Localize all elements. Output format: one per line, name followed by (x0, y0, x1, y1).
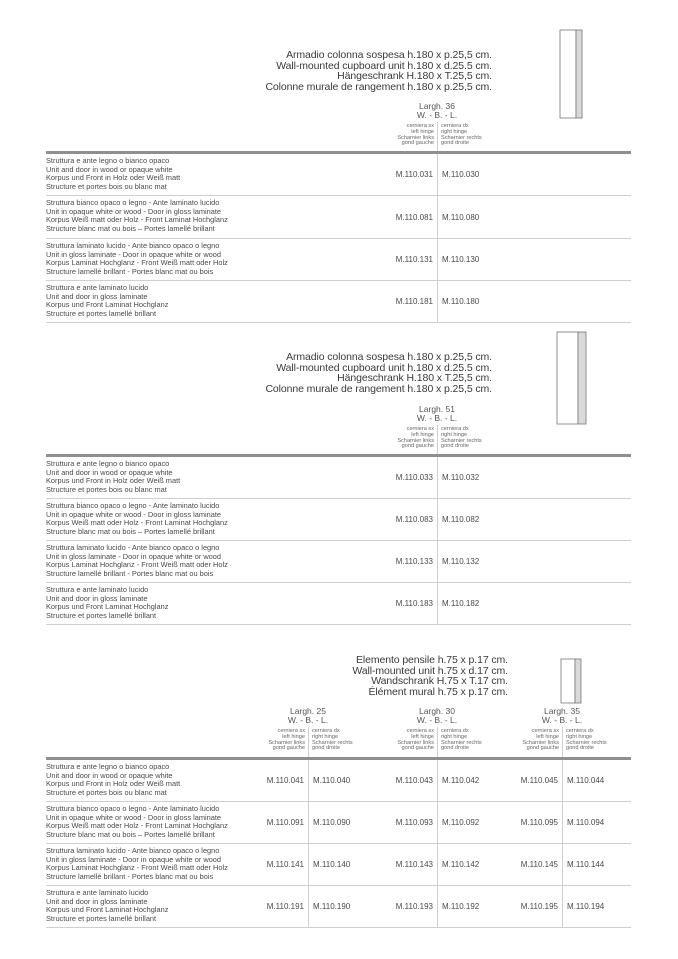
column-divider (308, 727, 309, 757)
description-line: Korpus und Front in Holz oder Weiß matt (46, 476, 181, 486)
row-separator (46, 885, 631, 886)
article-code-right-hinge: M.110.044 (567, 776, 605, 785)
width-dimension-label: W. - B. - L. (416, 110, 458, 120)
hinge-right-line: right hinge (441, 128, 468, 135)
article-code-right-hinge: M.110.080 (442, 213, 480, 222)
description-line: Unit and door in wood or opaque white (46, 164, 173, 174)
article-code-left-hinge: M.110.143 (395, 860, 433, 869)
section-title (265, 352, 492, 394)
description-line: Struttura bianco opaco o legno - Ante laminato lucido (46, 501, 220, 510)
cabinet-illustration (557, 332, 586, 424)
hinge-right-label (566, 729, 616, 752)
description-line: Struttura laminato lucido - Ante bianco opaco o legno (46, 241, 220, 250)
column-divider (562, 727, 563, 757)
hinge-right-line: gond droite (441, 140, 469, 147)
article-code-left-hinge: M.110.131 (395, 255, 433, 264)
hinge-right-line: Scharnier rechts (441, 437, 482, 444)
description-line: Structure et portes lamellé brillant (46, 308, 157, 318)
description-line: Structure et portes lamellé brillant (46, 610, 157, 620)
description-line: Korpus Laminat Hochglanz - Front Weiß matt oder Holz (46, 258, 228, 268)
article-code-left-hinge: M.110.031 (395, 170, 433, 179)
row-separator (46, 280, 631, 281)
hinge-left-line: gond gauche (272, 745, 305, 752)
width-dimension-label: W. - B. - L. (287, 715, 329, 725)
finish-description (46, 586, 168, 620)
row-separator (46, 540, 631, 541)
article-code-right-hinge: M.110.194 (567, 902, 605, 911)
hinge-left-line: cerniera sx (531, 728, 559, 734)
hinge-right-line: cerniera dx (441, 426, 469, 432)
section-title (265, 50, 492, 92)
article-code-left-hinge: M.110.191 (266, 902, 304, 911)
finish-description (46, 889, 168, 923)
title-line: Colonne murale de rangement h.180 x p.25,5 cm. (265, 382, 492, 395)
description-line: Unit and door in gloss laminate (46, 291, 148, 301)
description-line: Struttura e ante legno o bianco opaco (46, 762, 170, 771)
hinge-right-label (441, 124, 491, 147)
table-header-rule (46, 151, 631, 154)
description-line: Structure blanc mat ou bois – Portes lamellé brillant (46, 829, 215, 839)
article-code-right-hinge: M.110.192 (442, 902, 480, 911)
description-line: Struttura e ante legno o bianco opaco (46, 459, 170, 468)
hinge-left-line: cerniera sx (406, 728, 434, 734)
description-line: Korpus und Front Laminat Hochglanz (46, 602, 169, 612)
article-code-right-hinge: M.110.030 (442, 170, 480, 179)
title-line: Armadio colonna sospesa h.180 x p.25,5 cm. (286, 49, 492, 61)
hinge-right-line: right hinge (566, 733, 593, 740)
hinge-left-line: Scharnier links (268, 739, 305, 746)
description-line: Korpus Weiß matt oder Holz - Front Laminat Hochglanz (46, 821, 228, 831)
finish-description (46, 502, 228, 536)
hinge-left-line: cerniera sx (406, 426, 434, 432)
article-code-right-hinge: M.110.082 (442, 515, 480, 524)
description-line: Struttura e ante laminato lucido (46, 888, 149, 897)
row-separator (46, 322, 631, 323)
description-line: Korpus Laminat Hochglanz - Front Weiß matt oder Holz (46, 863, 228, 873)
article-code-right-hinge: M.110.092 (442, 818, 480, 827)
description-line: Unit in gloss laminate - Door in opaque white or wood (46, 854, 222, 864)
description-line: Unit in opaque white or wood - Door in gloss laminate (46, 812, 222, 822)
description-line: Unit and door in wood or opaque white (46, 467, 173, 477)
width-label: Largh. 51 (419, 404, 455, 414)
hinge-left-line: left hinge (411, 128, 434, 135)
hinge-right-line: gond droite (441, 443, 469, 450)
section-title (352, 655, 508, 697)
row-separator (46, 927, 631, 928)
description-line: Korpus Weiß matt oder Holz - Front Laminat Hochglanz (46, 215, 228, 225)
description-line: Korpus und Front Laminat Hochglanz (46, 300, 169, 310)
hinge-left-line: left hinge (282, 733, 305, 740)
row-separator (46, 195, 631, 196)
article-code-right-hinge: M.110.182 (442, 599, 480, 608)
description-line: Structure lamellé brillant - Portes blanc mat ou bois (46, 871, 214, 881)
description-line: Korpus Weiß matt oder Holz - Front Laminat Hochglanz (46, 518, 228, 528)
hinge-left-line: left hinge (411, 733, 434, 740)
table-header-rule (46, 454, 631, 457)
row-separator (46, 498, 631, 499)
article-code-left-hinge: M.110.093 (395, 818, 433, 827)
finish-description (46, 805, 228, 839)
description-line: Unit in opaque white or wood - Door in gloss laminate (46, 509, 222, 519)
description-line: Struttura e ante laminato lucido (46, 283, 149, 292)
row-separator (46, 624, 631, 625)
finish-description (46, 847, 228, 881)
hinge-left-line: left hinge (536, 733, 559, 740)
article-code-left-hinge: M.110.181 (395, 297, 433, 306)
hinge-right-line: Scharnier rechts (312, 739, 353, 746)
description-line: Struttura e ante laminato lucido (46, 585, 149, 594)
finish-description (46, 544, 228, 578)
row-separator (46, 801, 631, 802)
title-line: Wall-mounted cupboard unit h.180 x d.25.5 cm. (276, 361, 492, 374)
article-code-left-hinge: M.110.041 (266, 776, 304, 785)
width-label: Largh. 35 (544, 706, 580, 716)
hinge-left-label (514, 729, 559, 752)
article-code-left-hinge: M.110.141 (266, 860, 304, 869)
description-line: Korpus und Front in Holz oder Weiß matt (46, 173, 181, 183)
title-line: Hängeschrank H.180 x T.25,5 cm. (337, 70, 492, 82)
description-line: Structure lamellé brillant - Portes blanc mat ou bois (46, 568, 214, 578)
article-code-left-hinge: M.110.145 (520, 860, 558, 869)
width-label: Largh. 25 (290, 706, 326, 716)
article-code-right-hinge: M.110.040 (313, 776, 351, 785)
hinge-left-line: gond gauche (401, 745, 434, 752)
hinge-left-line: cerniera sx (277, 728, 305, 734)
description-line: Unit and door in gloss laminate (46, 896, 148, 906)
article-code-left-hinge: M.110.091 (266, 818, 304, 827)
description-line: Structure et portes bois ou blanc mat (46, 181, 167, 191)
hinge-right-label (312, 729, 362, 752)
article-code-right-hinge: M.110.042 (442, 776, 480, 785)
column-divider (437, 122, 438, 151)
title-line: Wall-mounted unit h.75 x d.17 cm. (352, 664, 508, 677)
hinge-right-line: Scharnier rechts (566, 739, 607, 746)
description-line: Korpus und Front Laminat Hochglanz (46, 905, 169, 915)
row-separator (46, 843, 631, 844)
title-line: Armadio colonna sospesa h.180 x p.25,5 cm. (286, 351, 492, 363)
row-separator (46, 238, 631, 239)
hinge-right-line: gond droite (566, 745, 594, 752)
hinge-left-line: Scharnier links (397, 437, 434, 444)
title-line: Wandschrank H.75 x T.17 cm. (371, 675, 508, 687)
article-code-left-hinge: M.110.195 (520, 902, 558, 911)
finish-description (46, 763, 180, 797)
article-code-left-hinge: M.110.081 (395, 213, 433, 222)
title-line: Elemento pensile h.75 x p.17 cm. (355, 654, 508, 666)
article-code-right-hinge: M.110.140 (313, 860, 351, 869)
hinge-right-label (441, 729, 491, 752)
article-code-right-hinge: M.110.190 (313, 902, 351, 911)
width-dimension-label: W. - B. - L. (416, 715, 458, 725)
description-line: Structure blanc mat ou bois – Portes lamellé brillant (46, 526, 215, 536)
width-dimension-label: W. - B. - L. (541, 715, 583, 725)
article-code-right-hinge: M.110.032 (442, 473, 480, 482)
description-line: Structure et portes bois ou blanc mat (46, 787, 167, 797)
hinge-left-line: gond gauche (526, 745, 559, 752)
hinge-right-line: gond droite (441, 745, 469, 752)
hinge-right-label (441, 427, 491, 450)
article-code-left-hinge: M.110.043 (395, 776, 433, 785)
description-line: Korpus Laminat Hochglanz - Front Weiß matt oder Holz (46, 560, 228, 570)
article-code-right-hinge: M.110.094 (567, 818, 605, 827)
description-line: Structure blanc mat ou bois – Portes lamellé brillant (46, 223, 215, 233)
article-code-left-hinge: M.110.045 (520, 776, 558, 785)
description-line: Unit and door in wood or opaque white (46, 770, 173, 780)
description-line: Structure lamellé brillant - Portes blanc mat ou bois (46, 266, 214, 276)
finish-description (46, 199, 228, 233)
title-line: Colonne murale de rangement h.180 x p.25,5 cm. (265, 80, 492, 93)
hinge-right-line: gond droite (312, 745, 340, 752)
description-line: Structure et portes bois ou blanc mat (46, 484, 167, 494)
article-code-right-hinge: M.110.090 (313, 818, 351, 827)
hinge-right-line: cerniera dx (441, 123, 469, 129)
finish-description (46, 460, 180, 494)
hinge-right-line: Scharnier rechts (441, 134, 482, 141)
title-line: Wall-mounted cupboard unit h.180 x d.25.5 cm. (276, 59, 492, 72)
hinge-right-line: cerniera dx (566, 728, 594, 734)
finish-description (46, 242, 228, 276)
hinge-left-line: cerniera sx (406, 123, 434, 129)
column-divider (437, 727, 438, 757)
article-code-left-hinge: M.110.183 (395, 599, 433, 608)
hinge-right-line: cerniera dx (312, 728, 340, 734)
description-line: Struttura bianco opaco o legno - Ante laminato lucido (46, 198, 220, 207)
width-label: Largh. 36 (419, 101, 455, 111)
width-label: Largh. 30 (419, 706, 455, 716)
cabinet-illustration (561, 659, 581, 703)
description-line: Korpus und Front in Holz oder Weiß matt (46, 779, 181, 789)
article-code-right-hinge: M.110.180 (442, 297, 480, 306)
hinge-right-line: cerniera dx (441, 728, 469, 734)
article-code-left-hinge: M.110.083 (395, 515, 433, 524)
article-code-right-hinge: M.110.132 (442, 557, 480, 566)
description-line: Structure et portes lamellé brillant (46, 913, 157, 923)
description-line: Struttura e ante legno o bianco opaco (46, 156, 170, 165)
finish-description (46, 157, 180, 191)
table-header-rule (46, 757, 631, 760)
hinge-left-label (389, 427, 434, 450)
hinge-left-line: Scharnier links (397, 739, 434, 746)
hinge-left-line: Scharnier links (522, 739, 559, 746)
hinge-right-line: right hinge (441, 431, 468, 438)
hinge-left-line: gond gauche (401, 140, 434, 147)
description-line: Struttura bianco opaco o legno - Ante laminato lucido (46, 804, 220, 813)
article-code-left-hinge: M.110.095 (520, 818, 558, 827)
hinge-right-line: right hinge (441, 733, 468, 740)
row-separator (46, 582, 631, 583)
description-line: Struttura laminato lucido - Ante bianco opaco o legno (46, 846, 220, 855)
article-code-left-hinge: M.110.033 (395, 473, 433, 482)
description-line: Unit in opaque white or wood - Door in gloss laminate (46, 206, 222, 216)
hinge-left-label (389, 124, 434, 147)
column-divider (437, 425, 438, 454)
description-line: Unit in gloss laminate - Door in opaque white or wood (46, 551, 222, 561)
article-code-right-hinge: M.110.144 (567, 860, 605, 869)
description-line: Struttura laminato lucido - Ante bianco opaco o legno (46, 543, 220, 552)
article-code-left-hinge: M.110.133 (395, 557, 433, 566)
hinge-right-line: right hinge (312, 733, 339, 740)
hinge-left-line: gond gauche (401, 443, 434, 450)
article-code-right-hinge: M.110.142 (442, 860, 480, 869)
article-code-left-hinge: M.110.193 (395, 902, 433, 911)
hinge-right-line: Scharnier rechts (441, 739, 482, 746)
cabinet-illustration (560, 30, 582, 118)
hinge-left-label (389, 729, 434, 752)
width-dimension-label: W. - B. - L. (416, 413, 458, 423)
description-line: Unit in gloss laminate - Door in opaque white or wood (46, 249, 222, 259)
description-line: Unit and door in gloss laminate (46, 593, 148, 603)
finish-description (46, 284, 168, 318)
title-line: Hängeschrank H.180 x T.25,5 cm. (337, 372, 492, 384)
hinge-left-label (260, 729, 305, 752)
article-code-right-hinge: M.110.130 (442, 255, 480, 264)
hinge-left-line: left hinge (411, 431, 434, 438)
title-line: Élément mural h.75 x p.17 cm. (368, 685, 508, 698)
hinge-left-line: Scharnier links (397, 134, 434, 141)
